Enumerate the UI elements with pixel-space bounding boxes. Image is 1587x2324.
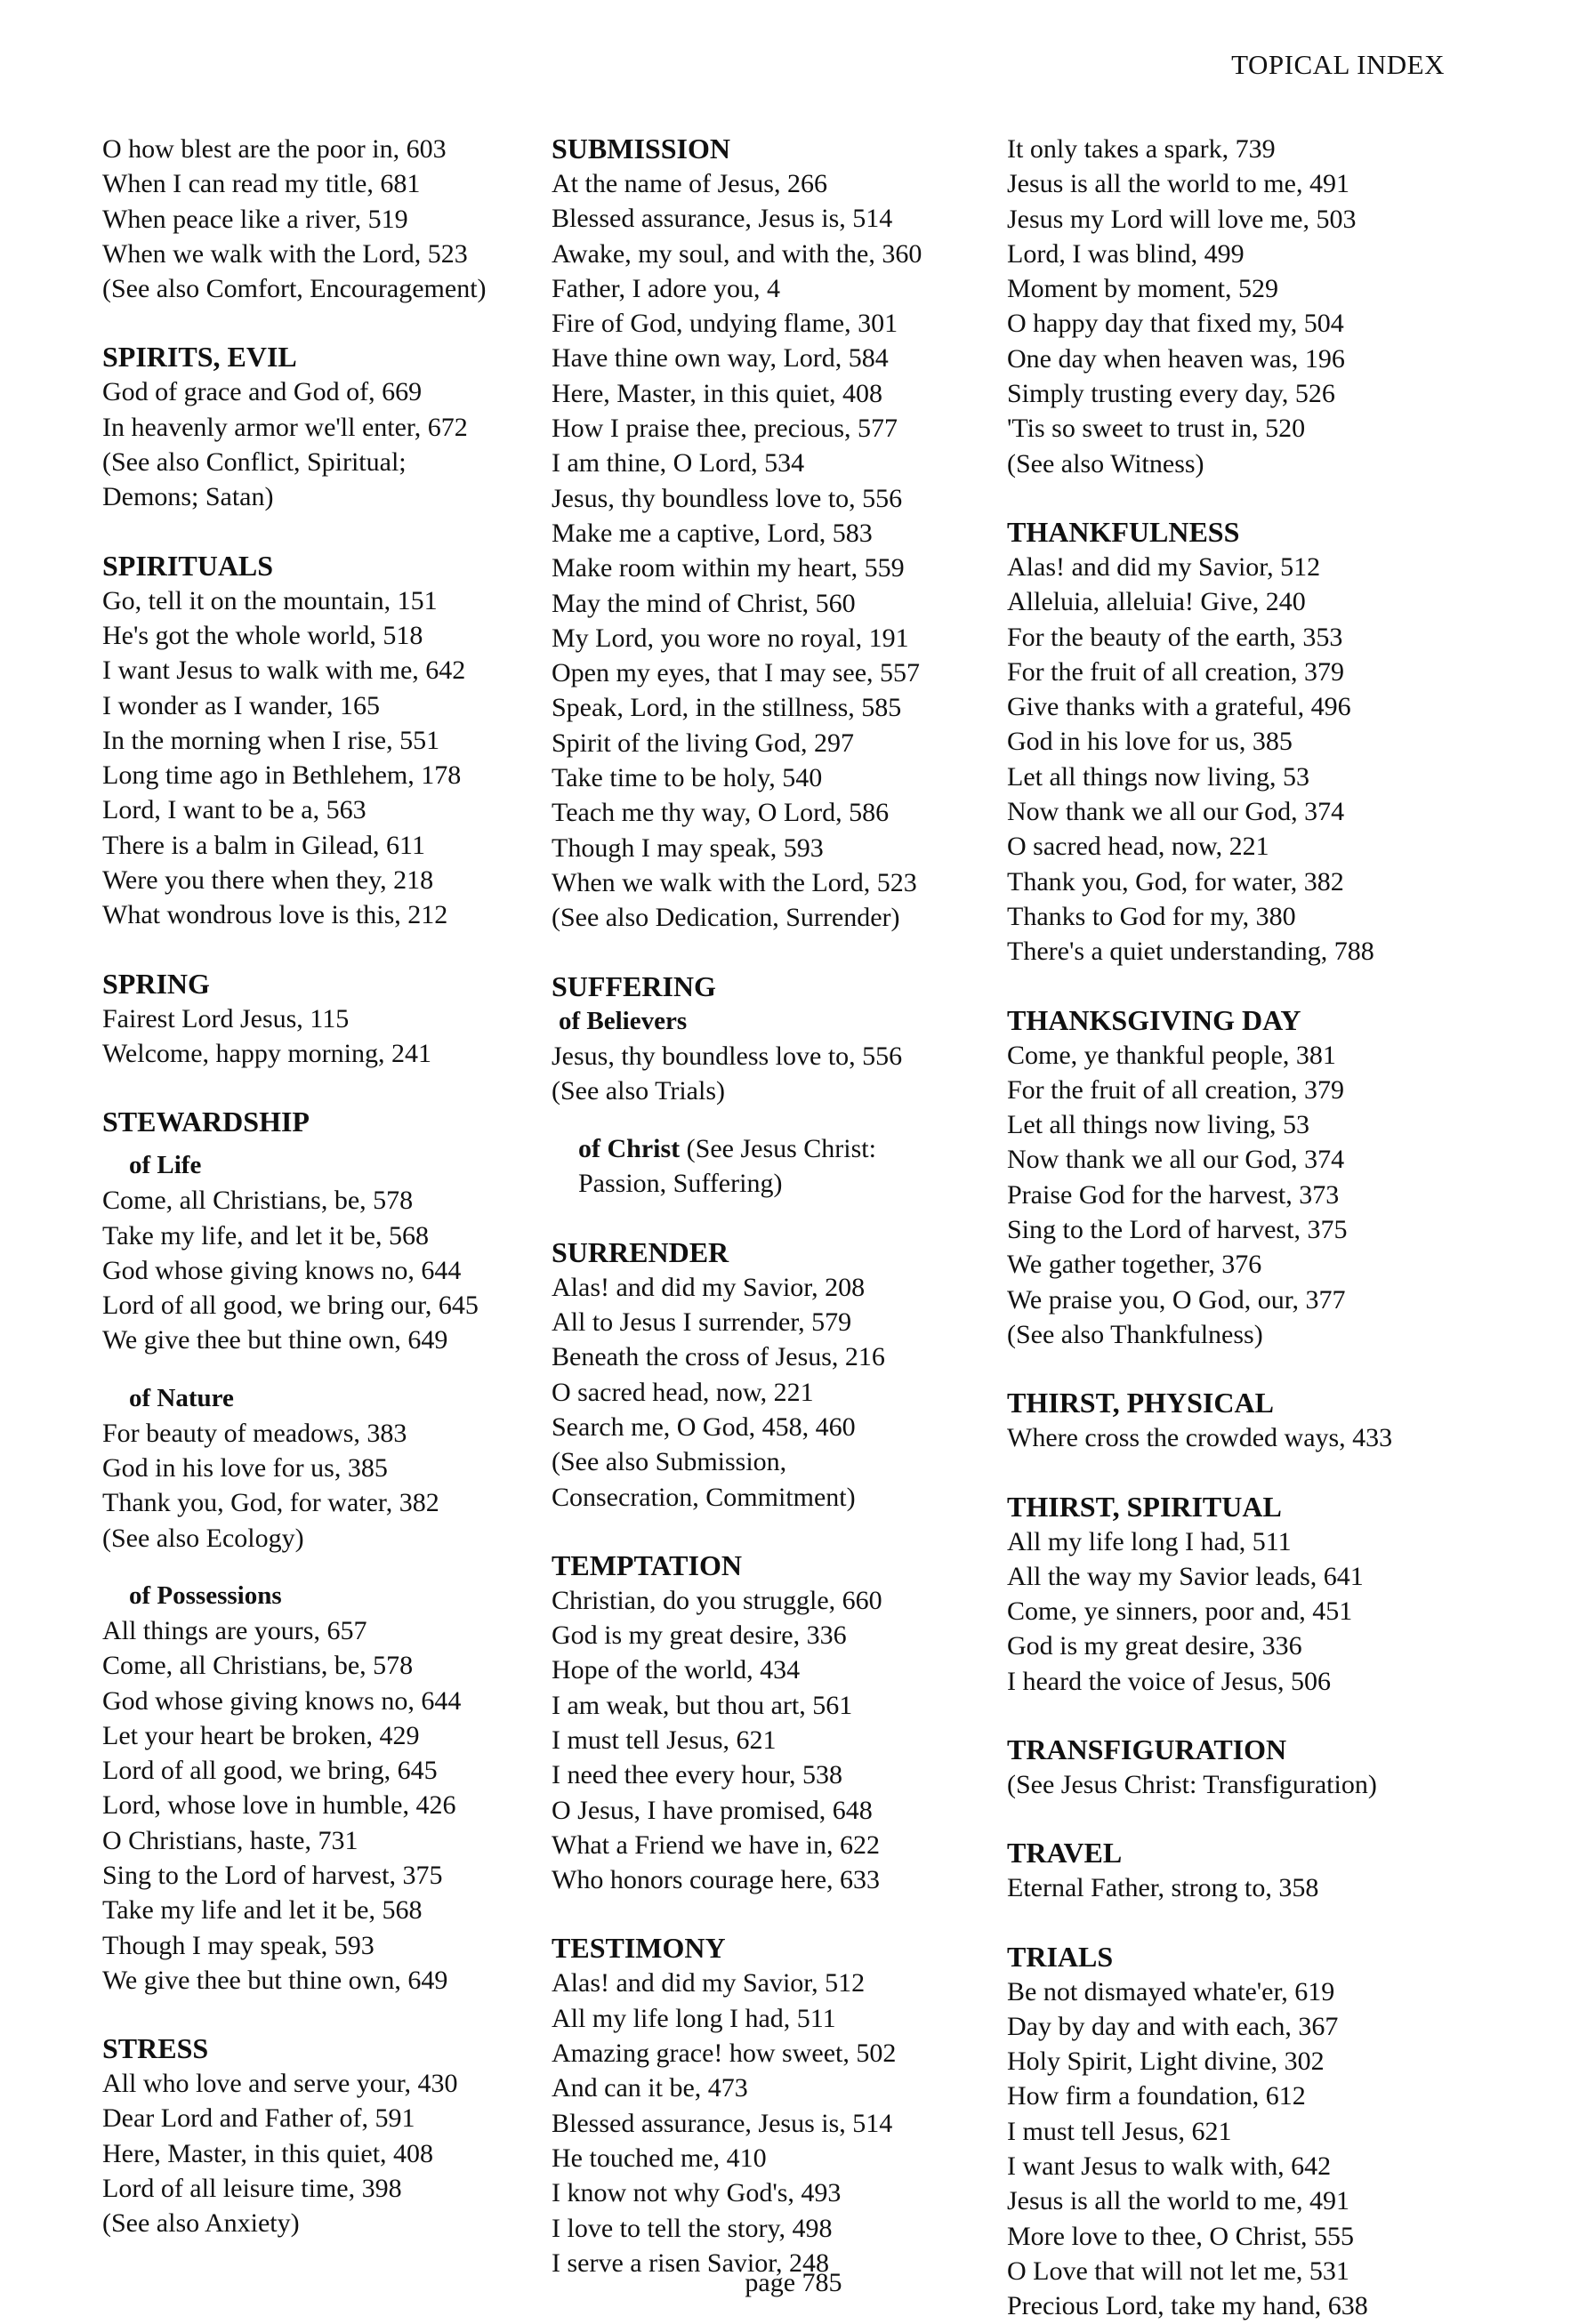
index-entry: Sing to the Lord of harvest, 375 xyxy=(102,1860,443,1890)
index-entry: We praise you, O God, our, 377 xyxy=(1007,1284,1346,1315)
index-entry: Jesus my Lord will love me, 503 xyxy=(1007,204,1357,234)
index-entry: Have thine own way, Lord, 584 xyxy=(552,343,889,374)
index-entry: Jesus, thy boundless love to, 556 xyxy=(552,483,903,513)
index-entry: All my life long I had, 511 xyxy=(552,2003,836,2033)
index-entry: I am thine, O Lord, 534 xyxy=(552,448,805,478)
index-entry: Here, Master, in this quiet, 408 xyxy=(102,2138,434,2168)
index-entry: Jesus is all the world to me, 491 xyxy=(1007,2186,1349,2216)
index-entry: Let all things now living, 53 xyxy=(1007,761,1309,792)
index-entry: God of grace and God of, 669 xyxy=(102,377,423,407)
topic-section xyxy=(1007,1836,1470,1905)
topic-section xyxy=(102,1105,565,1998)
index-entry: At the name of Jesus, 266 xyxy=(552,169,827,198)
index-entry: Fire of God, undying flame, 301 xyxy=(552,309,898,339)
index-entry: God whose giving knows no, 644 xyxy=(102,1685,462,1716)
index-entry: Now thank we all our God, 374 xyxy=(1007,797,1345,827)
index-entry: What wondrous love is this, 212 xyxy=(102,900,448,930)
index-entry: Thank you, God, for water, 382 xyxy=(1007,866,1344,897)
topic-section xyxy=(552,1235,1014,1515)
subtopic-heading: of Christ xyxy=(578,1134,681,1164)
index-entry: (See also Comfort, Encouragement) xyxy=(102,274,487,304)
index-entry: I love to tell the story, 498 xyxy=(552,2213,833,2243)
index-entry: Make room within my heart, 559 xyxy=(552,553,905,583)
index-entry: (See also Conflict, Spiritual; xyxy=(102,447,407,478)
index-entry: O sacred head, now, 221 xyxy=(1007,832,1269,862)
index-entry: Alas! and did my Savior, 512 xyxy=(552,1968,866,1998)
index-entry: How I praise thee, precious, 577 xyxy=(552,414,898,444)
index-entry: Day by day and with each, 367 xyxy=(1007,2011,1339,2041)
crossref-text: (See Jesus Christ: xyxy=(680,1134,876,1164)
index-entry: Come, all Christians, be, 578 xyxy=(102,1651,414,1681)
topic-section xyxy=(1007,1386,1470,1455)
index-entry: It only takes a spark, 739 xyxy=(1007,134,1276,164)
index-entry: Moment by moment, 529 xyxy=(1007,274,1278,304)
index-column-1 xyxy=(102,132,565,2241)
index-entry: O Christians, haste, 731 xyxy=(102,1825,358,1855)
index-entry: Give thanks with a grateful, 496 xyxy=(1007,692,1351,722)
topic-heading: SPIRITUALS xyxy=(102,549,274,582)
index-entry: When I can read my title, 681 xyxy=(102,169,421,199)
index-entry: For beauty of meadows, 383 xyxy=(102,1418,407,1448)
index-entry: Alas! and did my Savior, 208 xyxy=(552,1272,866,1302)
index-entry: He's got the whole world, 518 xyxy=(102,620,423,650)
topic-heading: THIRST, PHYSICAL xyxy=(1007,1387,1274,1419)
index-entry: (See also Thankfulness) xyxy=(1007,1319,1263,1349)
index-entry: Open my eyes, that I may see, 557 xyxy=(552,658,921,688)
index-entry: I must tell Jesus, 621 xyxy=(552,1725,777,1755)
index-entry: We give thee but thine own, 649 xyxy=(102,1965,448,1995)
index-entry: How firm a foundation, 612 xyxy=(1007,2081,1306,2111)
index-entry: There's a quiet understanding, 788 xyxy=(1007,937,1374,967)
index-entry: Thank you, God, for water, 382 xyxy=(102,1488,439,1518)
index-entry: I must tell Jesus, 621 xyxy=(1007,2116,1232,2146)
topic-heading: THIRST, SPIRITUAL xyxy=(1007,1490,1282,1523)
topic-heading: STRESS xyxy=(102,2032,209,2065)
index-entry: Take time to be holy, 540 xyxy=(552,763,823,793)
index-entry: God whose giving knows no, 644 xyxy=(102,1255,462,1285)
index-entry: I wonder as I wander, 165 xyxy=(102,690,381,720)
index-entry: Simply trusting every day, 526 xyxy=(1007,379,1335,409)
topic-heading: TEMPTATION xyxy=(552,1548,742,1581)
index-entry: Take my life, and let it be, 568 xyxy=(102,1220,429,1250)
topic-heading: TESTIMONY xyxy=(552,1932,726,1965)
page-number: page 785 xyxy=(745,2268,842,2297)
index-entry: I want Jesus to walk with, 642 xyxy=(1007,2151,1332,2182)
crossref-text: Passion, Suffering) xyxy=(578,1169,783,1199)
index-entry: Praise God for the harvest, 373 xyxy=(1007,1179,1340,1210)
index-entry: Jesus is all the world to me, 491 xyxy=(1007,169,1349,199)
index-entry: Eternal Father, strong to, 358 xyxy=(1007,1873,1319,1903)
index-entry: Welcome, happy morning, 241 xyxy=(102,1038,432,1068)
topic-section xyxy=(102,967,565,1072)
index-entry: I need thee every hour, 538 xyxy=(552,1760,842,1790)
index-entry: Search me, O God, 458, 460 xyxy=(552,1411,856,1442)
topic-section xyxy=(552,1548,1014,1898)
index-entry: Though I may speak, 593 xyxy=(102,1930,375,1960)
subtopic-heading: of Possessions xyxy=(129,1580,282,1610)
index-entry: Go, tell it on the mountain, 151 xyxy=(102,585,438,615)
index-entry: Take my life and let it be, 568 xyxy=(102,1895,423,1926)
index-entry: We gather together, 376 xyxy=(1007,1250,1262,1280)
index-entry: I know not why God's, 493 xyxy=(552,2178,842,2208)
index-entry: (See also Dedication, Surrender) xyxy=(552,903,900,933)
index-entry: Lord of all leisure time, 398 xyxy=(102,2174,402,2204)
index-entry: Alleluia, alleluia! Give, 240 xyxy=(1007,587,1306,617)
topic-heading: SPIRITS, EVIL xyxy=(102,341,297,374)
index-entry: When peace like a river, 519 xyxy=(102,204,408,234)
index-entry: 'Tis so sweet to trust in, 520 xyxy=(1007,414,1306,444)
index-entry: Where cross the crowded ways, 433 xyxy=(1007,1423,1393,1453)
index-entry: More love to thee, O Christ, 555 xyxy=(1007,2221,1354,2251)
index-entry: All who love and serve your, 430 xyxy=(102,2069,458,2099)
index-entry: Jesus, thy boundless love to, 556 xyxy=(552,1041,903,1071)
index-entry: I am weak, but thou art, 561 xyxy=(552,1690,853,1720)
topic-heading: TRANSFIGURATION xyxy=(1007,1733,1287,1765)
subtopic-crossref-line xyxy=(552,1131,1014,1166)
index-entry: Amazing grace! how sweet, 502 xyxy=(552,2039,897,2069)
index-entry: Let all things now living, 53 xyxy=(1007,1110,1309,1140)
topic-heading: TRAVEL xyxy=(1007,1837,1123,1870)
topic-heading: THANKSGIVING DAY xyxy=(1007,1003,1301,1036)
index-entry: Hope of the world, 434 xyxy=(552,1655,801,1685)
topic-heading: SPRING xyxy=(102,967,210,1000)
index-entry: Come, all Christians, be, 578 xyxy=(102,1186,414,1216)
index-entry: Make me a captive, Lord, 583 xyxy=(552,518,873,548)
index-entry: Fairest Lord Jesus, 115 xyxy=(102,1003,350,1033)
index-entry: Dear Lord and Father of, 591 xyxy=(102,2103,415,2134)
index-entry: (See Jesus Christ: Transfiguration) xyxy=(1007,1769,1377,1799)
index-entry: (See also Ecology) xyxy=(102,1523,304,1553)
index-entry: Here, Master, in this quiet, 408 xyxy=(552,378,883,408)
index-entry: God in his love for us, 385 xyxy=(1007,727,1293,757)
index-entry: Holy Spirit, Light divine, 302 xyxy=(1007,2047,1325,2077)
topic-section xyxy=(1007,1490,1470,1699)
topic-heading: STEWARDSHIP xyxy=(102,1106,310,1138)
subtopic-heading: of Believers xyxy=(559,1006,688,1035)
index-entry: O Jesus, I have promised, 648 xyxy=(552,1795,873,1825)
topic-section xyxy=(102,340,565,514)
index-entry: Awake, my soul, and with the, 360 xyxy=(552,238,922,269)
index-entry: Demons; Satan) xyxy=(102,482,274,512)
index-entry: Father, I adore you, 4 xyxy=(552,273,781,303)
index-entry: For the fruit of all creation, 379 xyxy=(1007,656,1345,687)
index-entry: For the fruit of all creation, 379 xyxy=(1007,1074,1345,1105)
index-entry: Beneath the cross of Jesus, 216 xyxy=(552,1342,885,1372)
index-entry: Be not dismayed whate'er, 619 xyxy=(1007,1976,1335,2006)
index-entry: May the mind of Christ, 560 xyxy=(552,588,856,618)
subtopic-section xyxy=(552,1004,1014,1109)
page-header: TOPICAL INDEX xyxy=(1231,49,1445,80)
index-entry: In heavenly armor we'll enter, 672 xyxy=(102,412,468,442)
topic-continuation xyxy=(1007,132,1470,481)
topic-section xyxy=(552,1931,1014,2280)
index-entry: God in his love for us, 385 xyxy=(102,1453,388,1484)
index-entry: Blessed assurance, Jesus is, 514 xyxy=(552,2108,893,2138)
index-entry: Alas! and did my Savior, 512 xyxy=(1007,551,1321,582)
index-entry: Come, ye sinners, poor and, 451 xyxy=(1007,1596,1353,1627)
index-entry: (See also Anxiety) xyxy=(102,2208,300,2239)
index-entry: O happy day that fixed my, 504 xyxy=(1007,309,1344,339)
index-entry: Speak, Lord, in the stillness, 585 xyxy=(552,693,902,723)
index-entry: And can it be, 473 xyxy=(552,2073,748,2103)
topic-section xyxy=(1007,1733,1470,1802)
index-entry: Now thank we all our God, 374 xyxy=(1007,1145,1345,1175)
index-entry: In the morning when I rise, 551 xyxy=(102,725,440,755)
index-entry: God is my great desire, 336 xyxy=(552,1620,847,1651)
index-entry: Lord, whose love in humble, 426 xyxy=(102,1790,456,1821)
topic-heading: SUFFERING xyxy=(552,969,716,1002)
index-entry: Were you there when they, 218 xyxy=(102,865,434,896)
index-entry: (See also Witness) xyxy=(1007,448,1204,478)
index-entry: When we walk with the Lord, 523 xyxy=(102,238,468,269)
index-entry: Who honors courage here, 633 xyxy=(552,1865,881,1895)
index-entry: I want Jesus to walk with me, 642 xyxy=(102,655,466,686)
index-entry: We give thee but thine own, 649 xyxy=(102,1325,448,1355)
topic-section xyxy=(102,549,565,933)
subtopic-section xyxy=(102,1381,565,1556)
index-entry: Lord of all good, we bring, 645 xyxy=(102,1756,438,1786)
topic-continuation xyxy=(102,132,565,306)
topic-section xyxy=(552,969,1014,1202)
topic-section xyxy=(1007,1940,1470,2324)
index-entry: I heard the voice of Jesus, 506 xyxy=(1007,1666,1332,1696)
index-entry: Long time ago in Bethlehem, 178 xyxy=(102,760,462,791)
index-entry: All my life long I had, 511 xyxy=(1007,1526,1292,1556)
topic-section xyxy=(1007,1003,1470,1353)
subtopic-crossref xyxy=(552,1131,1014,1202)
index-entry: Spirit of the living God, 297 xyxy=(552,728,854,758)
topic-section xyxy=(552,132,1014,936)
index-entry: Sing to the Lord of harvest, 375 xyxy=(1007,1215,1348,1245)
index-entry: Teach me thy way, O Lord, 586 xyxy=(552,798,890,828)
index-entry: God is my great desire, 336 xyxy=(1007,1631,1302,1661)
index-entry: I serve a risen Savior, 248 xyxy=(552,2248,830,2278)
index-entry: O sacred head, now, 221 xyxy=(552,1377,814,1407)
subtopic-section xyxy=(102,1148,565,1357)
index-entry: Consecration, Commitment) xyxy=(552,1482,856,1512)
subtopic-heading: of Nature xyxy=(129,1383,234,1412)
index-entry: For the beauty of the earth, 353 xyxy=(1007,622,1343,652)
index-entry: Thanks to God for my, 380 xyxy=(1007,901,1296,931)
index-entry: All the way my Savior leads, 641 xyxy=(1007,1561,1364,1591)
index-entry: Come, ye thankful people, 381 xyxy=(1007,1040,1336,1070)
index-entry: One day when heaven was, 196 xyxy=(1007,343,1345,374)
index-entry: All to Jesus I surrender, 579 xyxy=(552,1307,852,1338)
index-entry: O how blest are the poor in, 603 xyxy=(102,134,447,164)
index-entry: (See also Trials) xyxy=(552,1075,725,1106)
subtopic-section xyxy=(102,1579,565,1998)
index-column-2 xyxy=(552,132,1014,2280)
index-entry: (See also Submission, xyxy=(552,1447,787,1477)
index-entry: Precious Lord, take my hand, 638 xyxy=(1007,2291,1368,2321)
index-entry: All things are yours, 657 xyxy=(102,1615,367,1645)
index-entry: He touched me, 410 xyxy=(552,2143,767,2173)
index-entry: Lord, I want to be a, 563 xyxy=(102,795,367,825)
index-entry: Blessed assurance, Jesus is, 514 xyxy=(552,204,893,234)
index-entry: My Lord, you wore no royal, 191 xyxy=(552,623,909,653)
index-entry: Though I may speak, 593 xyxy=(552,832,824,863)
subtopic-heading: of Life xyxy=(129,1151,202,1180)
index-entry: When we walk with the Lord, 523 xyxy=(552,867,917,897)
topic-heading: THANKFULNESS xyxy=(1007,515,1240,548)
topic-heading: SURRENDER xyxy=(552,1235,729,1268)
index-entry: Let your heart be broken, 429 xyxy=(102,1720,420,1750)
topic-heading: SUBMISSION xyxy=(552,133,730,165)
topic-section xyxy=(102,2031,565,2240)
index-entry: O Love that will not let me, 531 xyxy=(1007,2256,1349,2286)
index-column-3 xyxy=(1007,132,1470,2324)
index-entry: What a Friend we have in, 622 xyxy=(552,1829,881,1860)
index-entry: There is a balm in Gilead, 611 xyxy=(102,830,425,860)
index-entry: Christian, do you struggle, 660 xyxy=(552,1585,882,1615)
index-entry: Lord of all good, we bring our, 645 xyxy=(102,1291,479,1321)
topic-section xyxy=(1007,515,1470,969)
index-entry: Lord, I was blind, 499 xyxy=(1007,238,1245,269)
topic-heading: TRIALS xyxy=(1007,1940,1114,1973)
